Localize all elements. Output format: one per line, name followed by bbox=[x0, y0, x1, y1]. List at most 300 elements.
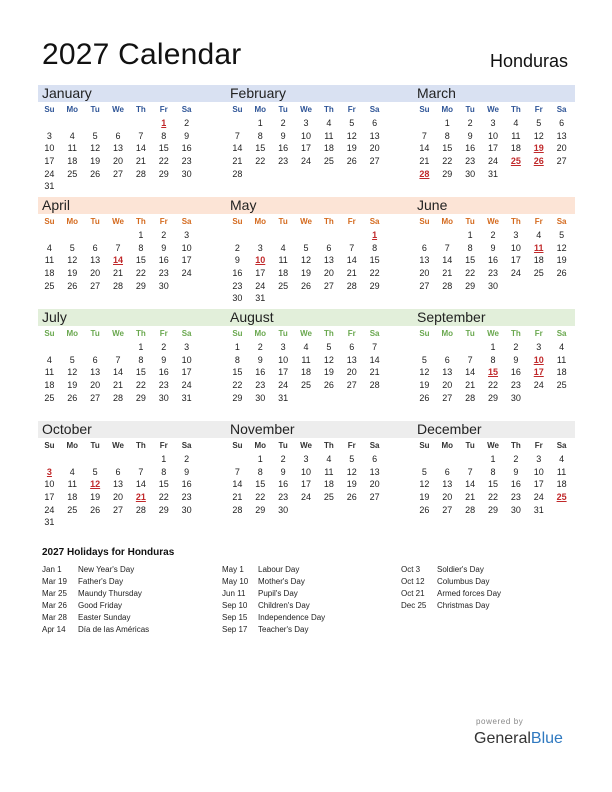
day-cell[interactable]: 31 bbox=[44, 517, 55, 528]
day-cell[interactable]: 7 bbox=[349, 242, 355, 253]
day-cell[interactable]: 24 bbox=[533, 380, 544, 391]
day-cell[interactable]: 27 bbox=[369, 156, 380, 167]
day-cell[interactable]: 7 bbox=[467, 354, 473, 365]
day-cell[interactable]: 30 bbox=[465, 168, 476, 179]
day-cell[interactable]: 10 bbox=[301, 130, 312, 141]
day-cell[interactable]: 3 bbox=[46, 130, 52, 141]
day-cell[interactable]: 4 bbox=[280, 242, 286, 253]
day-cell[interactable]: 30 bbox=[278, 504, 289, 515]
day-cell[interactable]: 11 bbox=[324, 466, 334, 477]
day-cell[interactable]: 26 bbox=[419, 504, 430, 515]
day-cell[interactable]: 12 bbox=[419, 479, 430, 490]
day-cell[interactable]: 31 bbox=[533, 504, 544, 515]
day-cell[interactable]: 15 bbox=[465, 255, 476, 266]
day-cell[interactable]: 6 bbox=[92, 354, 98, 365]
day-cell[interactable]: 3 bbox=[303, 454, 309, 465]
day-cell[interactable]: 8 bbox=[467, 242, 473, 253]
day-cell[interactable]: 7 bbox=[115, 242, 121, 253]
day-cell[interactable]: 28 bbox=[113, 392, 124, 403]
day-cell[interactable]: 8 bbox=[161, 466, 167, 477]
day-cell[interactable]: 22 bbox=[255, 156, 266, 167]
day-cell[interactable]: 14 bbox=[135, 479, 146, 490]
day-cell[interactable]: 16 bbox=[255, 367, 266, 378]
day-cell[interactable]: 18 bbox=[533, 255, 544, 266]
day-cell[interactable]: 2 bbox=[161, 342, 167, 353]
day-cell[interactable]: 9 bbox=[280, 466, 286, 477]
day-cell[interactable]: 8 bbox=[161, 130, 167, 141]
day-cell[interactable]: 7 bbox=[421, 130, 427, 141]
day-cell[interactable]: 2 bbox=[184, 454, 190, 465]
day-cell[interactable]: 17 bbox=[510, 255, 521, 266]
day-cell[interactable]: 2 bbox=[513, 454, 519, 465]
day-cell[interactable]: 9 bbox=[184, 466, 190, 477]
day-cell[interactable]: 18 bbox=[510, 143, 521, 154]
day-cell[interactable]: 30 bbox=[181, 168, 192, 179]
day-cell[interactable]: 20 bbox=[369, 479, 380, 490]
day-cell[interactable]: 5 bbox=[349, 454, 355, 465]
day-cell[interactable]: 26 bbox=[90, 504, 101, 515]
day-cell[interactable]: 29 bbox=[255, 504, 266, 515]
holiday-day-cell[interactable]: 1 bbox=[372, 230, 378, 241]
day-cell[interactable]: 10 bbox=[278, 354, 289, 365]
day-cell[interactable]: 19 bbox=[419, 380, 430, 391]
day-cell[interactable]: 23 bbox=[158, 380, 169, 391]
day-cell[interactable]: 27 bbox=[323, 280, 334, 291]
day-cell[interactable]: 9 bbox=[513, 354, 519, 365]
day-cell[interactable]: 7 bbox=[115, 354, 121, 365]
day-cell[interactable]: 21 bbox=[232, 156, 243, 167]
day-cell[interactable]: 23 bbox=[465, 156, 476, 167]
day-cell[interactable]: 8 bbox=[138, 242, 144, 253]
day-cell[interactable]: 22 bbox=[488, 380, 499, 391]
day-cell[interactable]: 5 bbox=[303, 242, 309, 253]
day-cell[interactable]: 17 bbox=[278, 367, 289, 378]
holiday-day-cell[interactable]: 12 bbox=[90, 479, 101, 490]
day-cell[interactable]: 19 bbox=[90, 156, 101, 167]
day-cell[interactable]: 16 bbox=[278, 479, 289, 490]
day-cell[interactable]: 18 bbox=[67, 492, 78, 503]
day-cell[interactable]: 18 bbox=[323, 479, 334, 490]
day-cell[interactable]: 10 bbox=[488, 130, 499, 141]
day-cell[interactable]: 10 bbox=[44, 479, 55, 490]
day-cell[interactable]: 3 bbox=[303, 118, 309, 129]
day-cell[interactable]: 12 bbox=[67, 367, 78, 378]
day-cell[interactable]: 25 bbox=[533, 268, 544, 279]
day-cell[interactable]: 19 bbox=[556, 255, 567, 266]
day-cell[interactable]: 1 bbox=[257, 454, 263, 465]
day-cell[interactable]: 4 bbox=[46, 354, 52, 365]
day-cell[interactable]: 17 bbox=[301, 479, 312, 490]
day-cell[interactable]: 15 bbox=[135, 255, 146, 266]
day-cell[interactable]: 22 bbox=[135, 268, 146, 279]
day-cell[interactable]: 5 bbox=[421, 466, 427, 477]
day-cell[interactable]: 3 bbox=[280, 342, 286, 353]
day-cell[interactable]: 24 bbox=[301, 156, 312, 167]
day-cell[interactable]: 1 bbox=[138, 342, 144, 353]
day-cell[interactable]: 21 bbox=[419, 156, 430, 167]
day-cell[interactable]: 21 bbox=[465, 492, 476, 503]
day-cell[interactable]: 2 bbox=[467, 118, 473, 129]
day-cell[interactable]: 5 bbox=[349, 118, 355, 129]
day-cell[interactable]: 23 bbox=[181, 156, 192, 167]
day-cell[interactable]: 2 bbox=[513, 342, 519, 353]
day-cell[interactable]: 7 bbox=[138, 466, 144, 477]
day-cell[interactable]: 27 bbox=[369, 492, 380, 503]
day-cell[interactable]: 21 bbox=[369, 367, 380, 378]
day-cell[interactable]: 22 bbox=[465, 268, 476, 279]
day-cell[interactable]: 15 bbox=[232, 367, 243, 378]
day-cell[interactable]: 22 bbox=[442, 156, 453, 167]
day-cell[interactable]: 6 bbox=[559, 118, 565, 129]
day-cell[interactable]: 4 bbox=[326, 454, 332, 465]
day-cell[interactable]: 17 bbox=[181, 255, 192, 266]
day-cell[interactable]: 21 bbox=[442, 268, 453, 279]
day-cell[interactable]: 3 bbox=[257, 242, 263, 253]
day-cell[interactable]: 12 bbox=[533, 130, 544, 141]
day-cell[interactable]: 1 bbox=[467, 230, 473, 241]
day-cell[interactable]: 19 bbox=[67, 380, 78, 391]
day-cell[interactable]: 9 bbox=[490, 242, 496, 253]
day-cell[interactable]: 13 bbox=[556, 130, 567, 141]
day-cell[interactable]: 28 bbox=[113, 280, 124, 291]
day-cell[interactable]: 18 bbox=[278, 268, 289, 279]
day-cell[interactable]: 13 bbox=[369, 466, 380, 477]
day-cell[interactable]: 24 bbox=[510, 268, 521, 279]
day-cell[interactable]: 14 bbox=[232, 143, 243, 154]
day-cell[interactable]: 7 bbox=[444, 242, 450, 253]
day-cell[interactable]: 5 bbox=[559, 230, 565, 241]
day-cell[interactable]: 9 bbox=[184, 130, 190, 141]
day-cell[interactable]: 26 bbox=[346, 492, 357, 503]
day-cell[interactable]: 26 bbox=[67, 392, 78, 403]
holiday-day-cell[interactable]: 10 bbox=[533, 354, 544, 365]
holiday-day-cell[interactable]: 25 bbox=[556, 492, 567, 503]
day-cell[interactable]: 13 bbox=[442, 367, 453, 378]
day-cell[interactable]: 26 bbox=[556, 268, 567, 279]
day-cell[interactable]: 20 bbox=[90, 380, 101, 391]
day-cell[interactable]: 11 bbox=[44, 367, 55, 378]
day-cell[interactable]: 1 bbox=[138, 230, 144, 241]
day-cell[interactable]: 8 bbox=[490, 354, 496, 365]
day-cell[interactable]: 15 bbox=[255, 143, 266, 154]
day-cell[interactable]: 27 bbox=[419, 280, 430, 291]
day-cell[interactable]: 17 bbox=[44, 156, 55, 167]
day-cell[interactable]: 9 bbox=[161, 242, 167, 253]
day-cell[interactable]: 11 bbox=[44, 255, 55, 266]
holiday-day-cell[interactable]: 17 bbox=[533, 367, 544, 378]
holiday-day-cell[interactable]: 11 bbox=[533, 242, 544, 253]
day-cell[interactable]: 20 bbox=[369, 143, 380, 154]
day-cell[interactable]: 4 bbox=[559, 342, 565, 353]
day-cell[interactable]: 25 bbox=[323, 156, 334, 167]
day-cell[interactable]: 17 bbox=[44, 492, 55, 503]
day-cell[interactable]: 27 bbox=[346, 380, 357, 391]
day-cell[interactable]: 19 bbox=[419, 492, 430, 503]
day-cell[interactable]: 15 bbox=[488, 479, 499, 490]
day-cell[interactable]: 20 bbox=[113, 492, 124, 503]
day-cell[interactable]: 5 bbox=[536, 118, 542, 129]
day-cell[interactable]: 20 bbox=[346, 367, 357, 378]
day-cell[interactable]: 24 bbox=[488, 156, 499, 167]
day-cell[interactable]: 30 bbox=[181, 504, 192, 515]
day-cell[interactable]: 23 bbox=[510, 492, 521, 503]
day-cell[interactable]: 13 bbox=[442, 479, 453, 490]
day-cell[interactable]: 8 bbox=[138, 354, 144, 365]
day-cell[interactable]: 4 bbox=[536, 230, 542, 241]
day-cell[interactable]: 21 bbox=[135, 156, 146, 167]
day-cell[interactable]: 30 bbox=[255, 392, 266, 403]
day-cell[interactable]: 24 bbox=[181, 268, 192, 279]
day-cell[interactable]: 26 bbox=[67, 280, 78, 291]
day-cell[interactable]: 25 bbox=[44, 392, 55, 403]
day-cell[interactable]: 10 bbox=[44, 143, 55, 154]
day-cell[interactable]: 3 bbox=[184, 230, 190, 241]
day-cell[interactable]: 16 bbox=[181, 143, 192, 154]
day-cell[interactable]: 3 bbox=[490, 118, 496, 129]
day-cell[interactable]: 24 bbox=[44, 168, 55, 179]
day-cell[interactable]: 29 bbox=[369, 280, 380, 291]
day-cell[interactable]: 24 bbox=[255, 280, 266, 291]
day-cell[interactable]: 24 bbox=[533, 492, 544, 503]
day-cell[interactable]: 9 bbox=[257, 354, 263, 365]
day-cell[interactable]: 6 bbox=[349, 342, 355, 353]
day-cell[interactable]: 12 bbox=[301, 255, 312, 266]
day-cell[interactable]: 1 bbox=[444, 118, 450, 129]
day-cell[interactable]: 24 bbox=[301, 492, 312, 503]
day-cell[interactable]: 18 bbox=[556, 479, 567, 490]
day-cell[interactable]: 25 bbox=[301, 380, 312, 391]
day-cell[interactable]: 22 bbox=[232, 380, 243, 391]
day-cell[interactable]: 9 bbox=[513, 466, 519, 477]
day-cell[interactable]: 5 bbox=[326, 342, 332, 353]
day-cell[interactable]: 30 bbox=[158, 280, 169, 291]
day-cell[interactable]: 2 bbox=[184, 118, 190, 129]
day-cell[interactable]: 23 bbox=[278, 156, 289, 167]
holiday-day-cell[interactable]: 15 bbox=[488, 367, 499, 378]
day-cell[interactable]: 16 bbox=[181, 479, 192, 490]
day-cell[interactable]: 1 bbox=[490, 342, 496, 353]
day-cell[interactable]: 8 bbox=[372, 242, 378, 253]
day-cell[interactable]: 1 bbox=[161, 454, 167, 465]
day-cell[interactable]: 21 bbox=[113, 268, 124, 279]
day-cell[interactable]: 11 bbox=[67, 143, 77, 154]
day-cell[interactable]: 18 bbox=[556, 367, 567, 378]
day-cell[interactable]: 8 bbox=[490, 466, 496, 477]
day-cell[interactable]: 13 bbox=[90, 367, 101, 378]
day-cell[interactable]: 15 bbox=[442, 143, 453, 154]
day-cell[interactable]: 1 bbox=[234, 342, 240, 353]
day-cell[interactable]: 5 bbox=[421, 354, 427, 365]
day-cell[interactable]: 6 bbox=[115, 130, 121, 141]
day-cell[interactable]: 6 bbox=[326, 242, 332, 253]
day-cell[interactable]: 22 bbox=[158, 156, 169, 167]
day-cell[interactable]: 28 bbox=[135, 504, 146, 515]
day-cell[interactable]: 12 bbox=[323, 354, 334, 365]
day-cell[interactable]: 22 bbox=[135, 380, 146, 391]
day-cell[interactable]: 20 bbox=[419, 268, 430, 279]
day-cell[interactable]: 15 bbox=[158, 143, 169, 154]
day-cell[interactable]: 2 bbox=[257, 342, 263, 353]
day-cell[interactable]: 22 bbox=[488, 492, 499, 503]
day-cell[interactable]: 30 bbox=[488, 280, 499, 291]
day-cell[interactable]: 11 bbox=[556, 466, 567, 477]
day-cell[interactable]: 14 bbox=[135, 143, 146, 154]
day-cell[interactable]: 15 bbox=[255, 479, 266, 490]
day-cell[interactable]: 11 bbox=[278, 255, 288, 266]
day-cell[interactable]: 4 bbox=[559, 454, 565, 465]
day-cell[interactable]: 7 bbox=[467, 466, 473, 477]
day-cell[interactable]: 13 bbox=[90, 255, 101, 266]
day-cell[interactable]: 7 bbox=[234, 466, 240, 477]
day-cell[interactable]: 7 bbox=[138, 130, 144, 141]
brand-logo[interactable] bbox=[474, 730, 563, 748]
day-cell[interactable]: 23 bbox=[488, 268, 499, 279]
day-cell[interactable]: 10 bbox=[533, 466, 544, 477]
day-cell[interactable]: 14 bbox=[232, 479, 243, 490]
day-cell[interactable]: 12 bbox=[419, 367, 430, 378]
holiday-day-cell[interactable]: 28 bbox=[419, 168, 430, 179]
day-cell[interactable]: 8 bbox=[257, 130, 263, 141]
holiday-day-cell[interactable]: 3 bbox=[46, 466, 52, 477]
day-cell[interactable]: 1 bbox=[490, 454, 496, 465]
day-cell[interactable]: 23 bbox=[232, 280, 243, 291]
day-cell[interactable]: 6 bbox=[421, 242, 427, 253]
day-cell[interactable]: 26 bbox=[90, 168, 101, 179]
day-cell[interactable]: 6 bbox=[372, 118, 378, 129]
day-cell[interactable]: 23 bbox=[510, 380, 521, 391]
day-cell[interactable]: 19 bbox=[90, 492, 101, 503]
day-cell[interactable]: 4 bbox=[303, 342, 309, 353]
holiday-day-cell[interactable]: 25 bbox=[510, 156, 521, 167]
day-cell[interactable]: 20 bbox=[442, 380, 453, 391]
day-cell[interactable]: 23 bbox=[255, 380, 266, 391]
day-cell[interactable]: 25 bbox=[556, 380, 567, 391]
day-cell[interactable]: 30 bbox=[510, 392, 521, 403]
day-cell[interactable]: 22 bbox=[369, 268, 380, 279]
day-cell[interactable]: 31 bbox=[181, 392, 192, 403]
day-cell[interactable]: 9 bbox=[467, 130, 473, 141]
day-cell[interactable]: 12 bbox=[90, 143, 101, 154]
day-cell[interactable]: 27 bbox=[90, 392, 101, 403]
day-cell[interactable]: 3 bbox=[536, 454, 542, 465]
day-cell[interactable]: 6 bbox=[115, 466, 121, 477]
day-cell[interactable]: 17 bbox=[533, 479, 544, 490]
day-cell[interactable]: 15 bbox=[158, 479, 169, 490]
day-cell[interactable]: 16 bbox=[465, 143, 476, 154]
day-cell[interactable]: 24 bbox=[278, 380, 289, 391]
holiday-day-cell[interactable]: 1 bbox=[161, 118, 167, 129]
day-cell[interactable]: 29 bbox=[232, 392, 243, 403]
day-cell[interactable]: 14 bbox=[465, 479, 476, 490]
day-cell[interactable]: 28 bbox=[135, 168, 146, 179]
day-cell[interactable]: 28 bbox=[232, 168, 243, 179]
holiday-day-cell[interactable]: 26 bbox=[533, 156, 544, 167]
day-cell[interactable]: 18 bbox=[301, 367, 312, 378]
day-cell[interactable]: 31 bbox=[255, 293, 266, 304]
day-cell[interactable]: 11 bbox=[301, 354, 311, 365]
day-cell[interactable]: 31 bbox=[44, 181, 55, 192]
day-cell[interactable]: 13 bbox=[419, 255, 430, 266]
day-cell[interactable]: 19 bbox=[346, 479, 357, 490]
day-cell[interactable]: 29 bbox=[442, 168, 453, 179]
day-cell[interactable]: 20 bbox=[90, 268, 101, 279]
day-cell[interactable]: 6 bbox=[444, 466, 450, 477]
day-cell[interactable]: 13 bbox=[346, 354, 357, 365]
day-cell[interactable]: 4 bbox=[69, 130, 75, 141]
day-cell[interactable]: 4 bbox=[513, 118, 519, 129]
holiday-day-cell[interactable]: 21 bbox=[135, 492, 146, 503]
day-cell[interactable]: 13 bbox=[113, 143, 124, 154]
day-cell[interactable]: 27 bbox=[113, 504, 124, 515]
day-cell[interactable]: 20 bbox=[113, 156, 124, 167]
day-cell[interactable]: 10 bbox=[181, 242, 192, 253]
day-cell[interactable]: 27 bbox=[90, 280, 101, 291]
day-cell[interactable]: 8 bbox=[444, 130, 450, 141]
day-cell[interactable]: 16 bbox=[510, 479, 521, 490]
day-cell[interactable]: 16 bbox=[158, 255, 169, 266]
day-cell[interactable]: 29 bbox=[135, 280, 146, 291]
day-cell[interactable]: 18 bbox=[44, 268, 55, 279]
day-cell[interactable]: 21 bbox=[465, 380, 476, 391]
day-cell[interactable]: 3 bbox=[513, 230, 519, 241]
day-cell[interactable]: 23 bbox=[181, 492, 192, 503]
day-cell[interactable]: 28 bbox=[369, 380, 380, 391]
day-cell[interactable]: 5 bbox=[92, 466, 98, 477]
day-cell[interactable]: 12 bbox=[346, 466, 357, 477]
day-cell[interactable]: 29 bbox=[488, 504, 499, 515]
day-cell[interactable]: 2 bbox=[280, 118, 286, 129]
day-cell[interactable]: 6 bbox=[92, 242, 98, 253]
day-cell[interactable]: 13 bbox=[323, 255, 334, 266]
day-cell[interactable]: 18 bbox=[44, 380, 55, 391]
day-cell[interactable]: 19 bbox=[301, 268, 312, 279]
day-cell[interactable]: 27 bbox=[442, 392, 453, 403]
day-cell[interactable]: 18 bbox=[323, 143, 334, 154]
day-cell[interactable]: 13 bbox=[369, 130, 380, 141]
day-cell[interactable]: 5 bbox=[69, 354, 75, 365]
day-cell[interactable]: 12 bbox=[556, 242, 567, 253]
day-cell[interactable]: 12 bbox=[346, 130, 357, 141]
day-cell[interactable]: 14 bbox=[419, 143, 430, 154]
day-cell[interactable]: 16 bbox=[510, 367, 521, 378]
day-cell[interactable]: 17 bbox=[301, 143, 312, 154]
day-cell[interactable]: 19 bbox=[67, 268, 78, 279]
day-cell[interactable]: 11 bbox=[67, 479, 77, 490]
day-cell[interactable]: 14 bbox=[346, 255, 357, 266]
day-cell[interactable]: 9 bbox=[280, 130, 286, 141]
day-cell[interactable]: 27 bbox=[442, 504, 453, 515]
day-cell[interactable]: 10 bbox=[301, 466, 312, 477]
day-cell[interactable]: 28 bbox=[346, 280, 357, 291]
day-cell[interactable]: 29 bbox=[465, 280, 476, 291]
day-cell[interactable]: 2 bbox=[234, 242, 240, 253]
day-cell[interactable]: 25 bbox=[67, 168, 78, 179]
day-cell[interactable]: 28 bbox=[465, 504, 476, 515]
day-cell[interactable]: 25 bbox=[44, 280, 55, 291]
day-cell[interactable]: 29 bbox=[488, 392, 499, 403]
day-cell[interactable]: 2 bbox=[161, 230, 167, 241]
day-cell[interactable]: 21 bbox=[346, 268, 357, 279]
day-cell[interactable]: 4 bbox=[326, 118, 332, 129]
day-cell[interactable]: 11 bbox=[511, 130, 521, 141]
day-cell[interactable]: 21 bbox=[232, 492, 243, 503]
day-cell[interactable]: 14 bbox=[113, 367, 124, 378]
day-cell[interactable]: 8 bbox=[257, 466, 263, 477]
day-cell[interactable]: 9 bbox=[161, 354, 167, 365]
day-cell[interactable]: 29 bbox=[158, 504, 169, 515]
day-cell[interactable]: 28 bbox=[442, 280, 453, 291]
day-cell[interactable]: 27 bbox=[113, 168, 124, 179]
